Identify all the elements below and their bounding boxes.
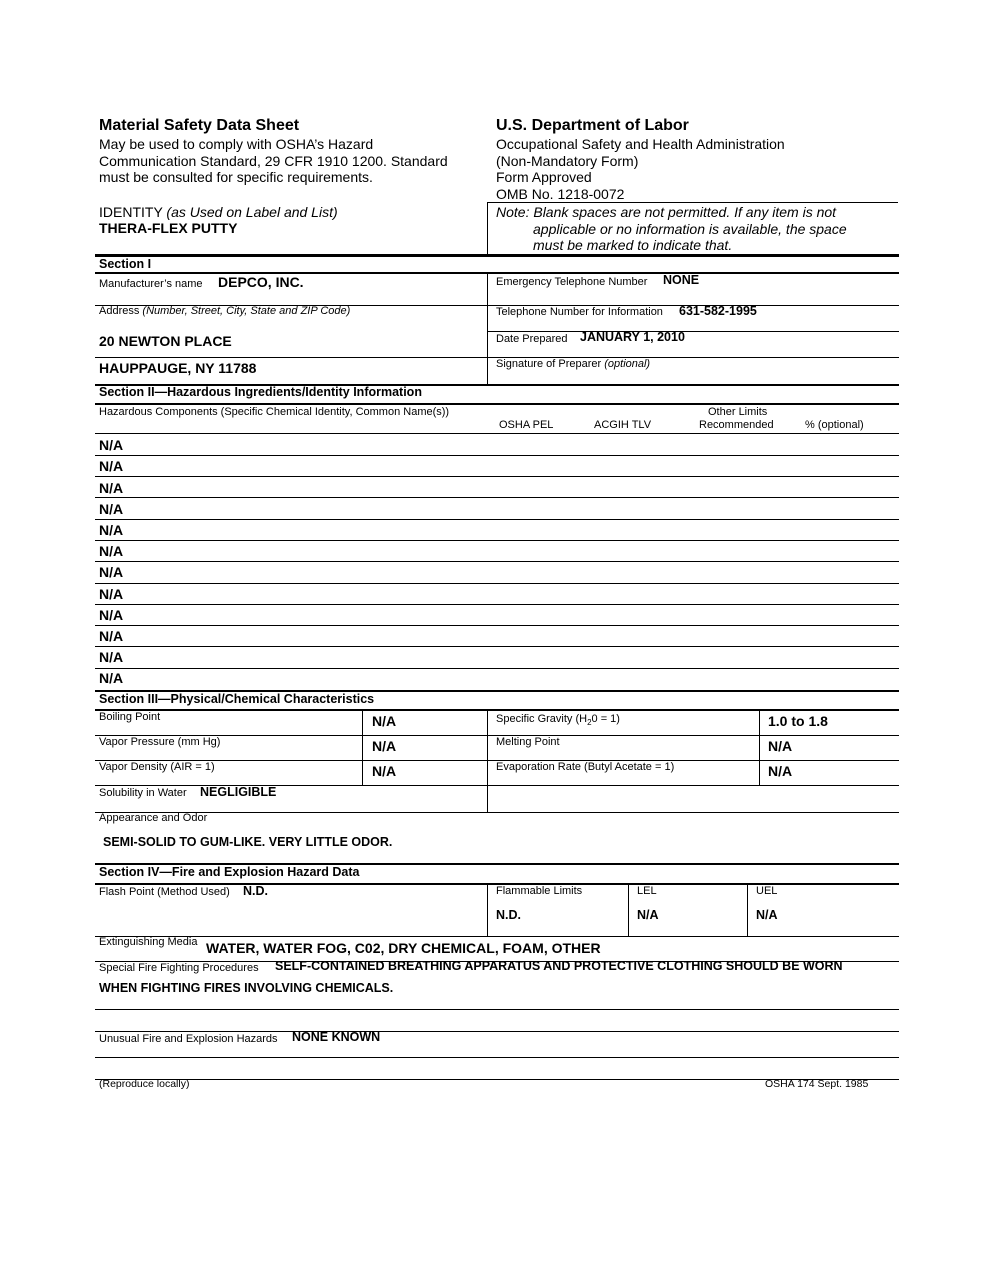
signature-label [496, 359, 650, 370]
component-row-rule [95, 668, 899, 669]
manufacturer-label: Manufacturer’s name [99, 278, 203, 290]
col-percent: % (optional) [805, 419, 864, 431]
appearance-label: Appearance and Odor [99, 812, 208, 824]
section4-divider-c [747, 884, 748, 936]
section3-divider-b [487, 710, 488, 812]
uel-label: UEL [756, 885, 778, 897]
uel-value[interactable]: N/A [756, 908, 778, 922]
col-recommended: Recommended [699, 419, 774, 431]
form-title: Material Safety Data Sheet [99, 117, 300, 134]
header-left-line-3: must be consulted for specific requirements. [99, 169, 373, 185]
section1-divider [487, 272, 488, 384]
unusual-hazards-label: Unusual Fire and Explosion Hazards [99, 1033, 278, 1045]
component-row[interactable]: N/A [99, 501, 124, 517]
date-label: Date Prepared [496, 333, 568, 345]
address-line-1[interactable]: 20 NEWTON PLACE [99, 333, 232, 349]
flash-point-value[interactable]: N.D. [243, 884, 268, 898]
boiling-point-value[interactable]: N/A [372, 713, 397, 729]
components-label: Hazardous Components (Specific Chemical Identity, Common Name(s)) [99, 406, 450, 418]
section3-divider-c [759, 710, 760, 786]
specific-gravity-label [496, 714, 620, 727]
unusual-hazards-value[interactable]: NONE KNOWN [292, 1030, 381, 1044]
sg-label-post: 0 = 1) [591, 713, 620, 725]
identity-label-text: IDENTITY [99, 204, 163, 220]
section2-title-rule [95, 403, 899, 405]
manufacturer-value[interactable]: DEPCO, INC. [218, 274, 304, 290]
lel-label: LEL [637, 885, 657, 897]
component-row[interactable]: N/A [99, 437, 124, 453]
header-right-line-2: (Non-Mandatory Form) [496, 153, 639, 169]
component-row[interactable]: N/A [99, 586, 124, 602]
note-line-3: must be marked to indicate that. [533, 237, 733, 253]
section1-rule-2 [487, 331, 899, 332]
col-other-limits: Other Limits [708, 406, 768, 418]
component-row-rule [95, 476, 899, 477]
component-row[interactable]: N/A [99, 628, 124, 644]
header-left-line-2: Communication Standard, 29 CFR 1910 1200. Standard [99, 153, 448, 169]
section4-rule-5 [95, 1057, 899, 1058]
section2-title: Section II—Hazardous Ingredients/Identity Information [99, 385, 422, 399]
melting-point-label: Melting Point [496, 736, 560, 748]
identity-divider [487, 202, 488, 254]
note-line-1: Note: Blank spaces are not permitted. If any item is not [496, 204, 837, 220]
vapor-pressure-value[interactable]: N/A [372, 738, 397, 754]
boiling-point-label: Boiling Point [99, 711, 161, 723]
signature-label-text: Signature of Preparer [496, 358, 602, 370]
solubility-value[interactable]: NEGLIGIBLE [200, 785, 277, 799]
component-row-rule [95, 519, 899, 520]
header-right-line-3: Form Approved [496, 169, 592, 185]
section4-title: Section IV—Fire and Explosion Hazard Data [99, 865, 360, 879]
footer-form-number: OSHA 174 Sept. 1985 [765, 1078, 869, 1090]
component-row-rule [95, 583, 899, 584]
section4-rule-3 [95, 1009, 899, 1010]
footer-reproduce: (Reproduce locally) [99, 1078, 190, 1090]
col-osha-pel: OSHA PEL [499, 419, 554, 431]
header-divider [488, 202, 898, 203]
flammable-limits-label: Flammable Limits [496, 885, 583, 897]
component-row-rule [95, 497, 899, 498]
section1-title: Section I [99, 257, 152, 271]
section2-header-rule [95, 433, 899, 434]
emergency-phone-value[interactable]: NONE [663, 273, 700, 287]
specific-gravity-value[interactable]: 1.0 to 1.8 [768, 713, 828, 729]
melting-point-value[interactable]: N/A [768, 738, 793, 754]
component-row[interactable]: N/A [99, 670, 124, 686]
sg-label-sub: 2 [587, 718, 592, 728]
header-right-line-4: OMB No. 1218-0072 [496, 186, 625, 202]
header-left-line-1: May be used to comply with OSHA’s Hazard [99, 136, 374, 152]
header-right-line-1: Occupational Safety and Health Administration [496, 136, 785, 152]
component-row-rule [95, 540, 899, 541]
special-procedures-label: Special Fire Fighting Procedures [99, 962, 259, 974]
component-row-rule [95, 604, 899, 605]
date-value[interactable]: JANUARY 1, 2010 [580, 330, 685, 344]
evaporation-rate-label: Evaporation Rate (Butyl Acetate = 1) [496, 761, 675, 773]
section4-divider-b [628, 884, 629, 936]
info-phone-value[interactable]: 631-582-1995 [679, 304, 757, 318]
section1-title-rule [95, 272, 899, 274]
extinguishing-media-value[interactable]: WATER, WATER FOG, C02, DRY CHEMICAL, FOAM, OTHER [206, 940, 601, 956]
flammable-limits-value[interactable]: N.D. [496, 908, 521, 922]
signature-label-note: (optional) [604, 358, 651, 370]
section3-title: Section III—Physical/Chemical Characteristics [99, 692, 375, 706]
component-row[interactable]: N/A [99, 607, 124, 623]
section4-rule-4 [95, 1031, 899, 1032]
note-line-2: applicable or no information is available, the space [533, 221, 847, 237]
address-line-2[interactable]: HAUPPAUGE, NY 11788 [99, 360, 257, 376]
section3-title-rule [95, 709, 899, 711]
address-label-text: Address [99, 305, 140, 317]
section4-rule-1 [95, 936, 899, 937]
component-row[interactable]: N/A [99, 649, 124, 665]
lel-value[interactable]: N/A [637, 908, 659, 922]
identity-label-note: (as Used on Label and List) [166, 204, 338, 220]
appearance-value[interactable]: SEMI-SOLID TO GUM-LIKE. VERY LITTLE ODOR. [103, 835, 393, 849]
component-row-rule [95, 561, 899, 562]
section3-rule-4 [95, 812, 899, 813]
component-row-rule [95, 646, 899, 647]
component-row[interactable]: N/A [99, 522, 124, 538]
evaporation-rate-value[interactable]: N/A [768, 763, 793, 779]
sg-label-pre: Specific Gravity (H [496, 713, 588, 725]
component-row-rule [95, 625, 899, 626]
address-label [99, 306, 350, 317]
solubility-label: Solubility in Water [99, 787, 187, 799]
info-phone-label: Telephone Number for Information [496, 306, 663, 318]
flash-point-label: Flash Point (Method Used) [99, 886, 230, 898]
vapor-pressure-label: Vapor Pressure (mm Hg) [99, 736, 221, 748]
component-row-rule [95, 455, 899, 456]
identity-value[interactable]: THERA-FLEX PUTTY [99, 220, 238, 236]
vapor-density-value[interactable]: N/A [372, 763, 397, 779]
emergency-phone-label: Emergency Telephone Number [496, 276, 648, 288]
special-procedures-value-2[interactable]: WHEN FIGHTING FIRES INVOLVING CHEMICALS. [99, 981, 394, 995]
section3-divider-a [362, 710, 363, 786]
address-label-note: (Number, Street, City, State and ZIP Code) [142, 305, 351, 317]
col-acgih-tlv: ACGIH TLV [594, 419, 652, 431]
agency-title: U.S. Department of Labor [496, 117, 689, 134]
vapor-density-label: Vapor Density (AIR = 1) [99, 761, 215, 773]
component-row[interactable]: N/A [99, 480, 124, 496]
component-row[interactable]: N/A [99, 458, 124, 474]
section4-divider-a [487, 884, 488, 936]
identity-label [99, 205, 338, 219]
section1-top-rule [95, 254, 899, 257]
component-row[interactable]: N/A [99, 543, 124, 559]
component-row[interactable]: N/A [99, 564, 124, 580]
extinguishing-media-label: Extinguishing Media [99, 936, 198, 948]
special-procedures-value-1[interactable]: SELF-CONTAINED BREATHING APPARATUS AND PROTECTIVE CLOTHING SHOULD BE WORN [275, 959, 843, 973]
